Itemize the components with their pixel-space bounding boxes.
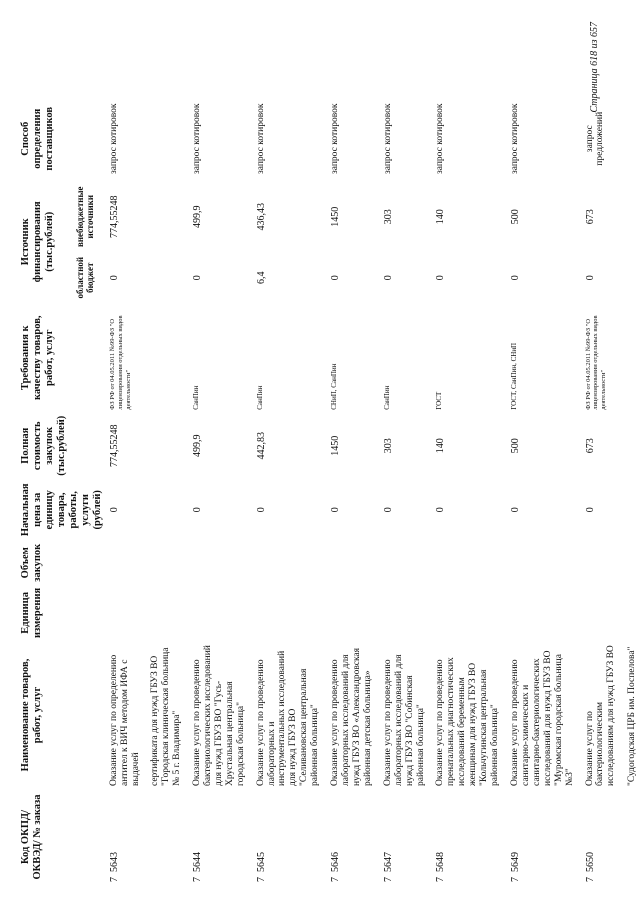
order-code (253, 789, 328, 885)
extra-cell: 436,43 (255, 202, 267, 231)
regional-cell: 0 (584, 275, 596, 281)
unit-cell (507, 585, 582, 641)
order-number: 5643 (109, 852, 121, 872)
extra-cell: 140 (435, 209, 447, 225)
extra-cell: 774,55248 (109, 195, 121, 238)
header-source: Источник финансирования (тыс.рублей) (20, 201, 56, 283)
table-row (380, 97, 433, 885)
header-total: Полная стоимость закупок (тыс.рублей) (20, 415, 68, 476)
volume-cell (189, 541, 253, 585)
okpd-code: 7 (435, 877, 447, 882)
total-cell: 140 (435, 438, 447, 454)
item-name: Оказание услуг по проведению лабораторных исследований для нужд ГБУЗ ВО "Собинская районная больница" (382, 654, 426, 786)
requirements-cell: ФЗ РФ от 04.05.2011 №99-ФЗ "О лицензировании отдельных видов деятельности" (109, 315, 133, 410)
price-cell: 0 (330, 507, 342, 513)
price-cell: 0 (435, 507, 447, 513)
okpd-code: 7 (382, 877, 394, 882)
requirements-cell: СанПин (255, 385, 264, 410)
order-code (327, 789, 380, 885)
table-row (582, 97, 640, 885)
order-code (507, 789, 582, 885)
header-source-extra: внебюджетные источники (74, 186, 96, 247)
volume-cell (582, 541, 640, 585)
total-cell: 1450 (330, 435, 342, 456)
header-code: Код ОКПД/ ОКВЭД/ № заказа (20, 794, 44, 880)
table-row (432, 97, 507, 885)
order-code (189, 789, 253, 885)
item-name (582, 641, 640, 789)
method-cell: запрос котировок (191, 103, 202, 175)
total-cell: 499,9 (191, 434, 203, 458)
unit-cell (106, 585, 189, 641)
unit-cell (582, 585, 640, 641)
requirements-cell: СанПин (382, 385, 391, 410)
unit-cell (380, 585, 433, 641)
order-number: 5649 (510, 852, 522, 872)
order-number: 5646 (330, 852, 342, 872)
header-requirements: Требования к качеству товаров, работ, услуг (20, 315, 56, 400)
item-name-text-cont: сертификата для нужд ГБУЗ ВО "Городская клиническая больница № 5 г. Владимира" (150, 647, 183, 786)
header-unit: Единица измерения (20, 587, 44, 638)
volume-cell (380, 541, 433, 585)
requirements-cell: ГОСТ, СанПин, СНиП (510, 342, 519, 410)
header-source-regional: областной бюджет (74, 256, 96, 299)
item-name-text-cont: "Судогодская ЦРБ им. Поспелова" (627, 646, 638, 786)
header-method: Способ определения поставщиков (20, 106, 56, 171)
extra-cell: 673 (584, 209, 596, 225)
extra-cell: 1450 (330, 206, 342, 227)
order-number: 5648 (435, 852, 447, 872)
method-cell: запрос котировок (109, 103, 120, 175)
regional-cell: 0 (109, 275, 121, 281)
order-number: 5645 (255, 852, 267, 872)
price-cell: 0 (109, 507, 121, 513)
header-price: Начальная цена за единицу товара, работы, услуги (рублей) (20, 483, 104, 537)
okpd-code: 7 (255, 877, 267, 882)
order-code (106, 789, 189, 885)
table-row (189, 97, 253, 885)
okpd-code: 7 (191, 877, 203, 882)
total-cell: 500 (510, 438, 522, 454)
requirements-cell: ФЗ РФ от 04.05.2011 №99-ФЗ "О лицензировании отдельных видов деятельности" (584, 315, 608, 410)
price-cell: 0 (255, 507, 267, 513)
price-cell: 0 (510, 507, 522, 513)
header-volume: Объем закупок (20, 543, 44, 582)
order-code (380, 789, 433, 885)
procurement-table (18, 97, 640, 885)
table-row (327, 97, 380, 885)
total-cell: 442,83 (255, 432, 267, 460)
item-name-text: Оказание услуг по определению антител к ВИЧ методом ИФА с выдачей (109, 654, 142, 786)
okpd-code: 7 (330, 877, 342, 882)
total-cell: 673 (584, 438, 596, 454)
extra-cell: 303 (382, 209, 394, 225)
regional-cell: 0 (330, 275, 342, 281)
volume-cell (327, 541, 380, 585)
method-cell: запрос котировок (435, 103, 446, 175)
unit-cell (432, 585, 507, 641)
table-row (507, 97, 582, 885)
okpd-code: 7 (584, 877, 596, 882)
method-cell: запрос котировок (255, 103, 266, 175)
regional-cell: 0 (435, 275, 447, 281)
order-number: 5650 (584, 852, 596, 872)
header-row (18, 97, 73, 885)
price-cell: 0 (191, 507, 203, 513)
regional-cell: 6,4 (255, 271, 267, 284)
item-name: Оказание услуг по проведению пренатальных диагностических исследований беременным женщинам для нужд ГБУЗ ВО "Кольчугинская центральная районная больница" (435, 657, 501, 786)
header-name: Наименование товаров, работ, услуг (20, 658, 44, 772)
table-row (106, 97, 189, 885)
price-cell: 0 (382, 507, 394, 513)
extra-cell: 499,9 (191, 205, 203, 228)
volume-cell (253, 541, 328, 585)
okpd-code: 7 (109, 877, 121, 882)
regional-cell: 0 (191, 275, 203, 281)
method-cell: запрос котировок (510, 103, 521, 175)
item-name (106, 641, 189, 789)
requirements-cell: ГОСТ (435, 391, 444, 410)
method-cell: запрос котировок (330, 103, 341, 175)
order-number: 5644 (191, 852, 203, 872)
unit-cell (327, 585, 380, 641)
total-cell: 774,55248 (109, 424, 121, 468)
regional-cell: 0 (510, 275, 522, 281)
okpd-code: 7 (510, 877, 522, 882)
item-name-text: Оказание услуг по бактериологическим исследованиям для нужд ГБУЗ ВО (584, 645, 617, 786)
method-cell: запрос предложений (584, 111, 606, 166)
requirements-cell: СНиП, СанПин (330, 363, 339, 410)
item-name: Оказание услуг по проведению лабораторных исследований для нужд ГБУЗ ВО «Александровская районная детская больница» (330, 647, 373, 786)
table-row (253, 97, 328, 885)
item-name: Оказание услуг по проведению лабораторных и инструментальных исследований для нужд ГБУЗ ВО "Селивановская центральная районная больница" (255, 650, 321, 786)
volume-cell (432, 541, 507, 585)
order-code (582, 789, 640, 885)
volume-cell (507, 541, 582, 585)
regional-cell: 0 (382, 275, 394, 281)
page-number: Страница 618 из 657 (589, 22, 600, 113)
method-cell: запрос котировок (382, 103, 393, 175)
item-name: Оказание услуг по проведению бактериологических исследований для нужд ГБУЗ ВО "Гусь-Хрустальная центральная городская больница" (191, 645, 246, 786)
item-name: Оказание услуг по проведению санитарно-химических и санитарно-бактериологических исследований для нужд ГБУЗ ВО "Муромская городская больница №3" (510, 650, 575, 786)
unit-cell (189, 585, 253, 641)
order-code (432, 789, 507, 885)
volume-cell (106, 541, 189, 585)
extra-cell: 500 (510, 209, 522, 225)
requirements-cell: СанПин (191, 385, 200, 410)
unit-cell (253, 585, 328, 641)
price-cell: 0 (584, 507, 596, 513)
order-number: 5647 (382, 852, 394, 872)
total-cell: 303 (382, 438, 394, 454)
